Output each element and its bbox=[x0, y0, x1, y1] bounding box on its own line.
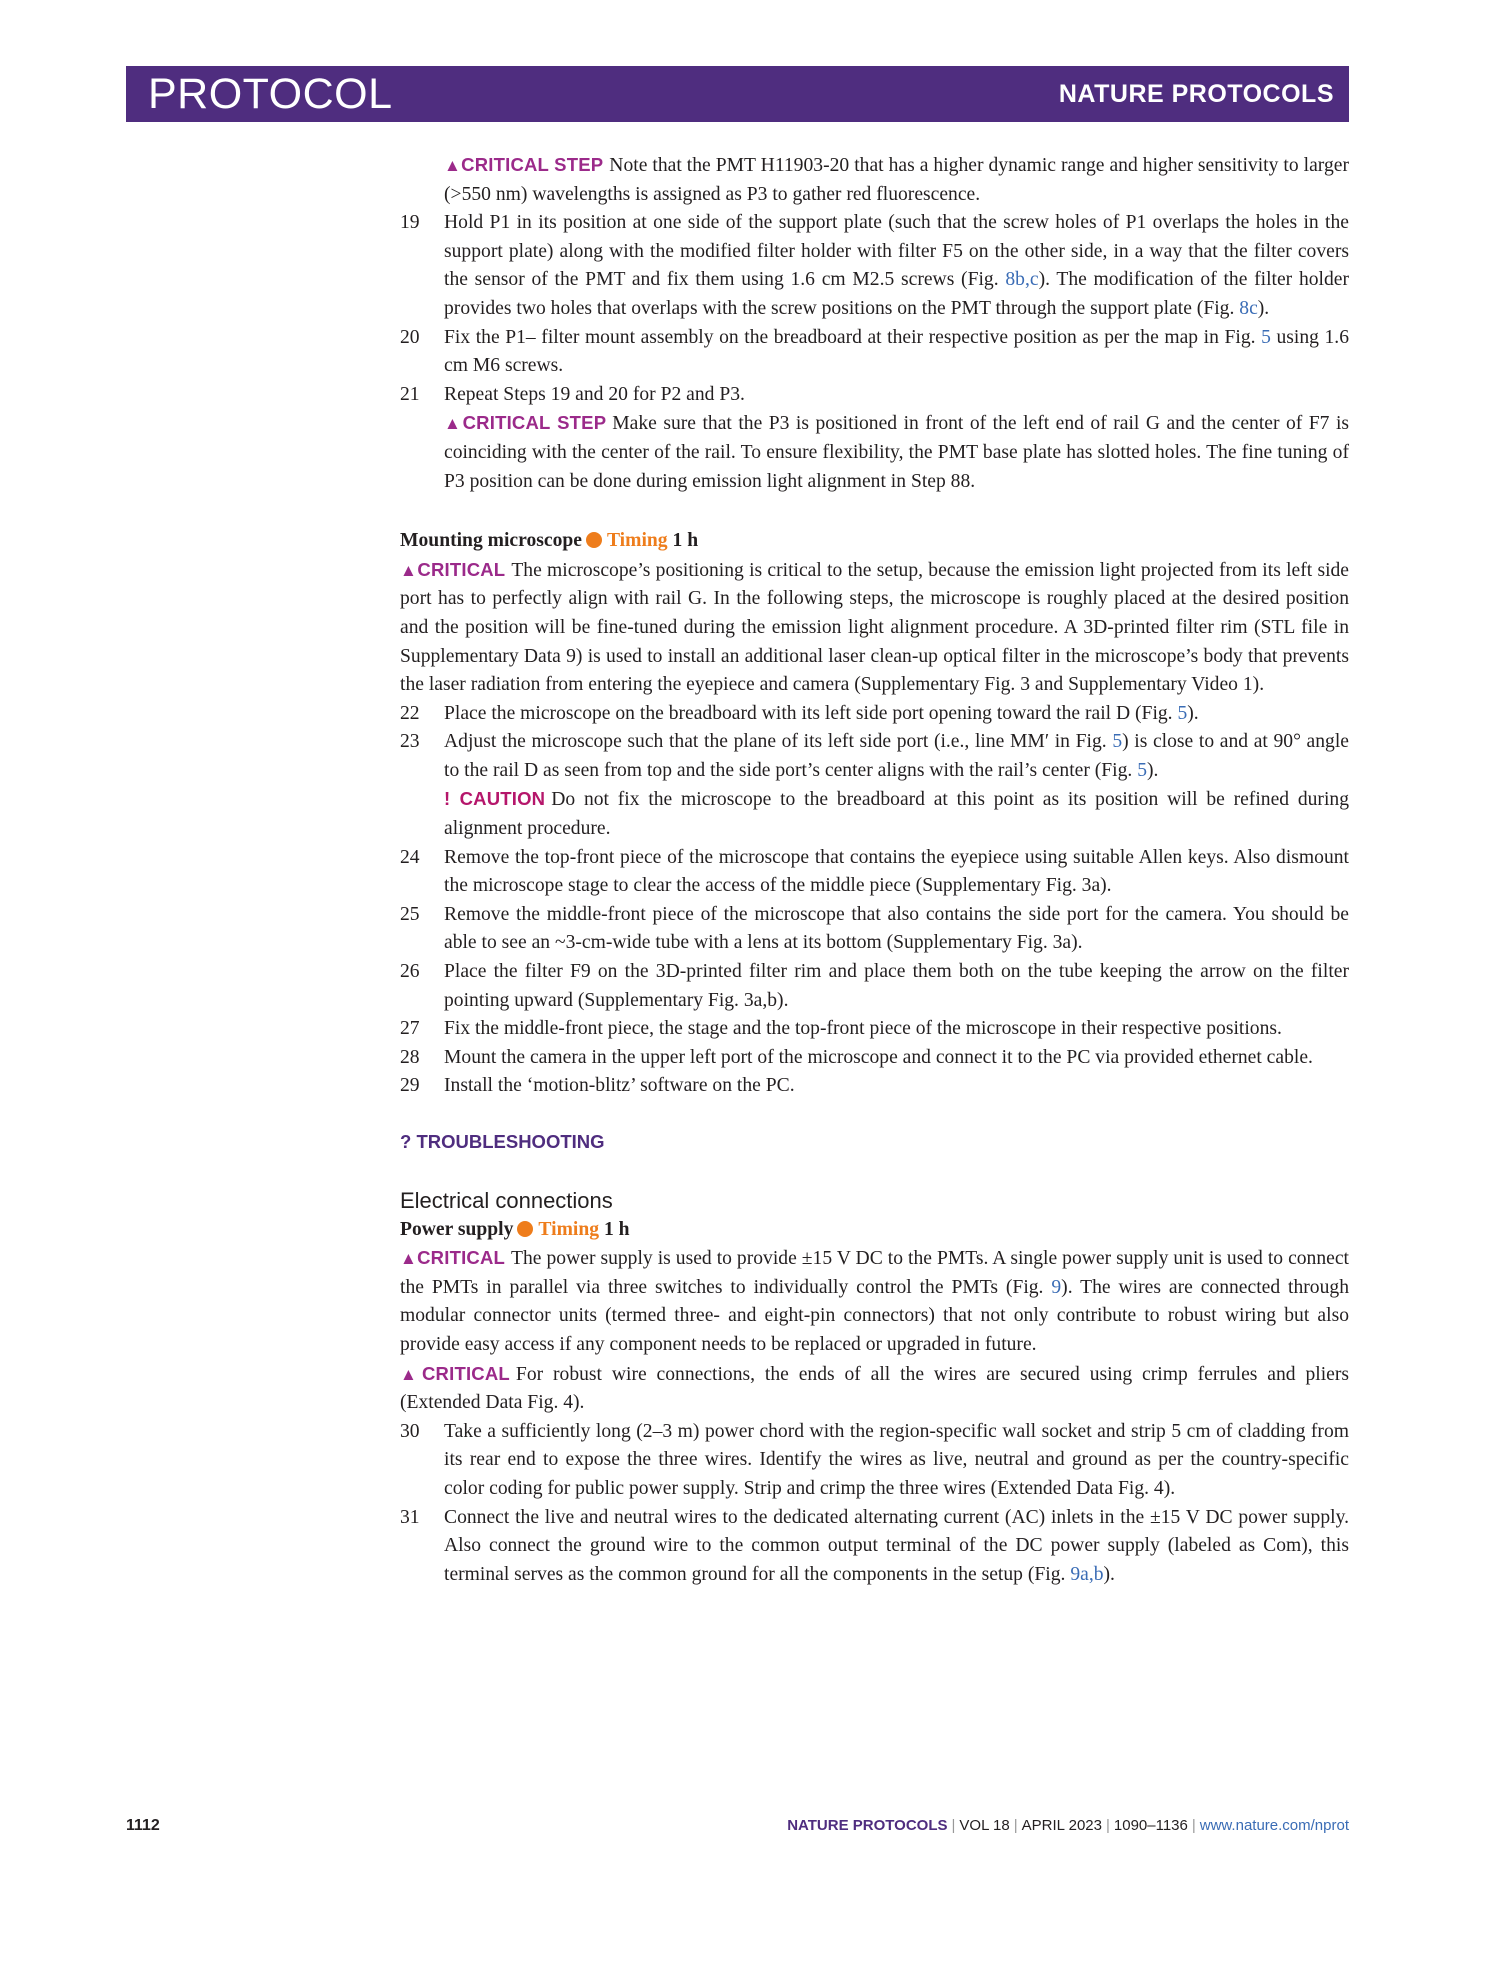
header-bar bbox=[126, 66, 1349, 122]
caution-label: ! CAUTION bbox=[444, 788, 546, 810]
subsection-heading-mounting: Mounting microscope Timing 1 h bbox=[400, 530, 699, 552]
step-30: 30 Take a sufficiently long (2–3 m) power chord with the region-specific wall socket and strip 5 cm of cladding from its rear end to expose the three wires. Identify the wires as live, neutral and ground as per the country-specific color coding for public power supply. Strip and crimp the three wires (Extended Data Fig. 4). bbox=[400, 1420, 1349, 1499]
step-23: 23 Adjust the microscope such that the plane of its left side port (i.e., line MM′ in Fig. 5) is close to and at 90° angle to the rail D as seen from top and the side port’s center aligns with the rail’s center (Fig. 5). bbox=[400, 731, 1349, 781]
figure-link[interactable]: 8b,c bbox=[1005, 269, 1039, 291]
triangle-icon: ▲ bbox=[400, 1364, 422, 1384]
figure-link[interactable]: 5 bbox=[1137, 759, 1148, 781]
critical-label: ▲CRITICAL bbox=[400, 558, 506, 580]
step-20: 20 Fix the P1– filter mount assembly on the breadboard at their respective position as per the map in Fig. 5 using 1.6 cm M6 screws. bbox=[400, 326, 1350, 377]
triangle-icon: ▲ bbox=[444, 156, 462, 175]
figure-link[interactable]: 5 bbox=[1177, 702, 1188, 724]
timing-dot-icon bbox=[586, 532, 602, 548]
triangle-icon: ▲ bbox=[400, 1249, 418, 1269]
critical-step-label: ▲CRITICAL STEP bbox=[444, 412, 607, 434]
article-body bbox=[400, 151, 1349, 1589]
figure-link[interactable]: 8c bbox=[1239, 297, 1258, 319]
subsection-heading-power: Power supply Timing 1 h bbox=[400, 1218, 630, 1240]
critical-step-note: ▲CRITICAL STEP Make sure that the P3 is positioned in front of the left end of rail G and the center of F7 is coinciding with the center of the rail. To ensure flexibility, the PMT base plate has slotted holes. The fine tuning of P3 position can be done during emission light alignment in Step 88. bbox=[444, 412, 1350, 492]
critical-label: ▲CRITICAL bbox=[400, 1362, 510, 1384]
header-section-label: PROTOCOL bbox=[148, 70, 393, 118]
troubleshooting-link[interactable]: ? TROUBLESHOOTING bbox=[400, 1131, 605, 1152]
step-29: 29 Install the ‘motion-blitz’ software on the PC. bbox=[400, 1075, 795, 1097]
figure-link[interactable]: 9a,b bbox=[1070, 1563, 1104, 1585]
journal-url-link[interactable]: www.nature.com/nprot bbox=[1199, 1817, 1349, 1834]
step-25: 25 Remove the middle-front piece of the microscope that also contains the side port for the camera. You should be able to see an ~3-cm-wide tube with a lens at its bottom (Supplementary Fig. 3a). bbox=[400, 903, 1349, 954]
section-heading-electrical: Electrical connections bbox=[400, 1187, 613, 1213]
critical-note: ▲CRITICAL The power supply is used to provide ±15 V DC to the PMTs. A single power supply unit is used to connect the PMTs in parallel via three switches to individually control the PMTs (Fig. 9). The wires are connected through modular connector units (termed three- and eight-pin connectors) that not only contribute to robust wiring but also provide easy access if any component needs to be replaced or upgraded in future. bbox=[400, 1247, 1349, 1355]
step-28: 28 Mount the camera in the upper left port of the microscope and connect it to the PC via provided ethernet cable. bbox=[400, 1046, 1313, 1068]
step-27: 27 Fix the middle-front piece, the stage and the top-front piece of the microscope in their respective positions. bbox=[400, 1018, 1282, 1040]
figure-link[interactable]: 5 bbox=[1112, 731, 1123, 753]
caution-note: ! CAUTION Do not fix the microscope to the breadboard at this point as its position will be refined during alignment procedure. bbox=[444, 788, 1349, 840]
step-19: 19 Hold P1 in its position at one side of the support plate (such that the screw holes of P1 overlaps the holes in the support plate) along with the modified filter holder with filter F5 on the other side, in a way that the filter covers the sensor of the PMT and fix them using 1.6 cm M2.5 screws (Fig. 8b,c). The modification of the filter holder provides two holes that overlaps with the screw positions on the PMT through the support plate (Fig. 8c). bbox=[400, 212, 1349, 319]
triangle-icon: ▲ bbox=[444, 414, 463, 434]
critical-step-label: ▲CRITICAL STEP bbox=[444, 154, 604, 175]
step-22: 22 Place the microscope on the breadboard with its left side port opening toward the rail D (Fig. 5). bbox=[400, 702, 1199, 724]
triangle-icon: ▲ bbox=[400, 560, 418, 580]
timing-dot-icon bbox=[517, 1221, 533, 1237]
step-31: 31 Connect the live and neutral wires to the dedicated alternating current (AC) inlets in the ±15 V DC power supply. Also connect the ground wire to the common output terminal of the DC power supply (labeled as Com), this terminal serves as the common ground for all the components in the setup (Fig. 9a,b). bbox=[400, 1506, 1349, 1585]
footer-citation: NATURE PROTOCOLS | VOL 18 | APRIL 2023 | 1090–1136 | www.nature.com/nprot bbox=[787, 1817, 1349, 1834]
critical-step-note: ▲CRITICAL STEP Note that the PMT H11903-20 that has a higher dynamic range and higher sensitivity to larger (>550 nm) wavelengths is assigned as P3 to gather red fluorescence. bbox=[444, 154, 1349, 205]
critical-label: ▲CRITICAL bbox=[400, 1247, 506, 1269]
critical-note: ▲CRITICAL The microscope’s positioning is critical to the setup, because the emission light projected from its left side port has to perfectly align with rail G. In the following steps, the microscope is roughly placed at the desired position and the position will be fine-tuned during the emission light alignment procedure. A 3D-printed filter rim (STL file in Supplementary Data 9) is used to install an additional laser clean-up optical filter in the microscope’s body that prevents the laser radiation from entering the eyepiece and camera (Supplementary Fig. 3 and Supplementary Video 1). bbox=[400, 558, 1350, 696]
header-journal-name: NATURE PROTOCOLS bbox=[1058, 80, 1334, 108]
step-26: 26 Place the filter F9 on the 3D-printed filter rim and place them both on the tube keeping the arrow on the filter pointing upward (Supplementary Fig. 3a,b). bbox=[400, 961, 1349, 1011]
figure-link[interactable]: 5 bbox=[1261, 326, 1271, 348]
step-24: 24 Remove the top-front piece of the microscope that contains the eyepiece using suitable Allen keys. Also dismount the microscope stage to clear the access of the middle piece (Supplementary Fig. 3a). bbox=[400, 846, 1349, 897]
page-number: 1112 bbox=[126, 1817, 160, 1834]
critical-note: ▲CRITICAL For robust wire connections, the ends of all the wires are secured using crimp ferrules and pliers (Extended Data Fig. 4). bbox=[400, 1362, 1349, 1414]
figure-link[interactable]: 9 bbox=[1051, 1276, 1062, 1298]
step-21: 21 Repeat Steps 19 and 20 for P2 and P3. bbox=[400, 383, 745, 405]
